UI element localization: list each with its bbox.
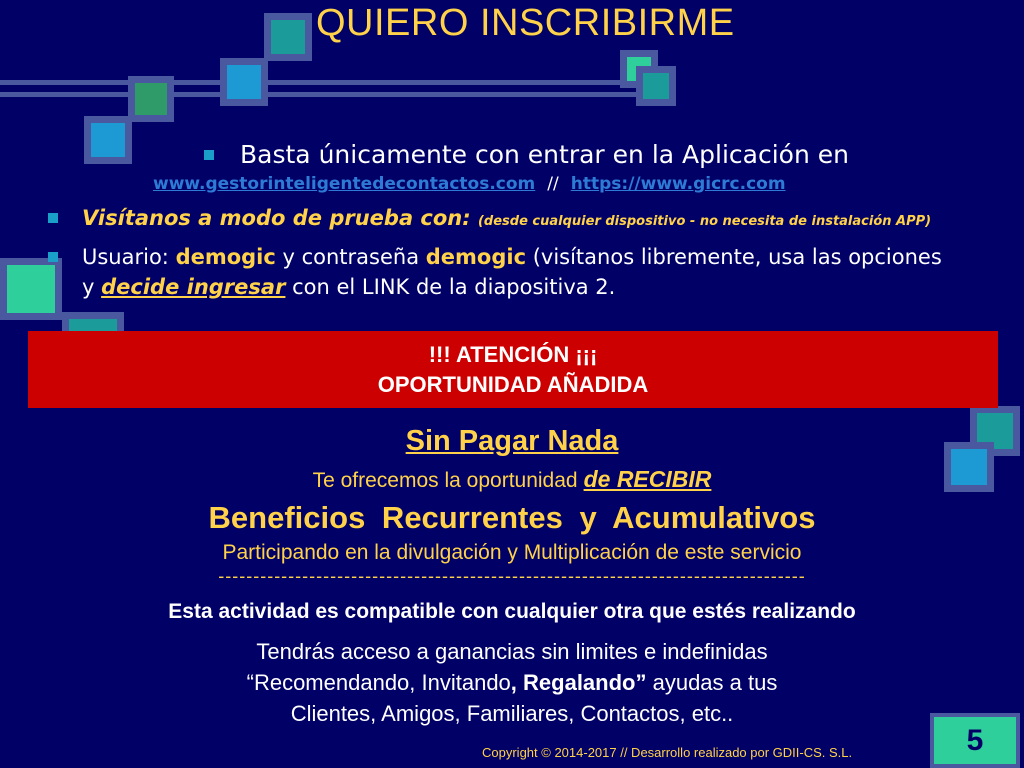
compatible-text: Esta actividad es compatible con cualquier otra que estés realizando <box>168 600 856 623</box>
decide-ingresar-text: decide ingresar <box>101 275 286 299</box>
beneficios-heading: Beneficios Recurrentes y Acumulativos <box>208 500 816 535</box>
page-number: 5 <box>930 713 1020 768</box>
decor-square <box>220 58 268 106</box>
password-value: demogic <box>425 245 527 269</box>
dashed-divider: ------------------------------------------------------------------------------------ <box>218 566 806 586</box>
attention-banner <box>28 331 998 408</box>
participando-text: Participando en la divulgación y Multiplicación de este servicio <box>222 541 802 564</box>
bullet-3-part4: con el LINK de la diapositiva 2. <box>285 275 616 299</box>
link-separator: // <box>547 174 559 194</box>
decor-line-top-2 <box>0 92 660 97</box>
decor-square <box>264 13 312 61</box>
sin-pagar-heading: Sin Pagar Nada <box>405 425 619 457</box>
username-value: demogic <box>175 245 276 269</box>
decor-square <box>636 66 676 106</box>
bullet-3-part2: y contraseña <box>275 245 426 269</box>
recibir-text: de RECIBIR <box>583 466 712 492</box>
bullet-2-main: Visítanos a modo de prueba con: <box>82 206 471 230</box>
decor-square <box>0 258 62 320</box>
bullet-2-text <box>82 206 931 230</box>
tendras-line-3: Clientes, Amigos, Familiares, Contactos, etc.. <box>290 701 734 726</box>
ofrecemos-text: Te ofrecemos la oportunidad <box>312 469 578 492</box>
tendras-line-2a: “Recomendando, Invitando <box>246 670 511 695</box>
copyright-text: Copyright © 2014-2017 // Desarrollo realizado por GDII-CS. S.L. <box>482 745 853 760</box>
link-gicrc[interactable]: https://www.gicrc.com <box>570 174 786 194</box>
bullet-icon <box>48 252 58 262</box>
bullet-2-note: (desde cualquier dispositivo - no necesita de instalación APP) <box>477 214 932 229</box>
decor-square <box>128 76 174 122</box>
links-row <box>153 174 786 194</box>
tendras-line-2 <box>0 667 1024 698</box>
ofrecemos-line <box>0 466 1024 493</box>
bullet-3-part3: (visítanos libremente, usa las opciones y <box>82 245 942 299</box>
bullet-icon <box>204 150 214 160</box>
banner-line-2: OPORTUNIDAD AÑADIDA <box>377 372 649 397</box>
bullet-1-text: Basta únicamente con entrar en la Aplicación en <box>240 140 849 169</box>
page-title: QUIERO INSCRIBIRME <box>316 2 735 44</box>
tendras-line-2b: , Regalando” <box>510 670 647 695</box>
decor-square <box>84 116 132 164</box>
bullet-3-text <box>82 242 942 302</box>
banner-line-1: !!! ATENCIÓN ¡¡¡ <box>428 342 598 367</box>
tendras-line-1: Tendrás acceso a ganancias sin limites e indefinidas <box>256 639 768 664</box>
tendras-block <box>0 636 1024 729</box>
link-gestor[interactable]: www.gestorinteligentedecontactos.com <box>153 174 536 194</box>
bullet-3-part1: Usuario: <box>82 245 176 269</box>
tendras-line-2c: ayudas a tus <box>646 670 778 695</box>
bullet-icon <box>48 213 58 223</box>
decor-line-top <box>0 80 650 85</box>
